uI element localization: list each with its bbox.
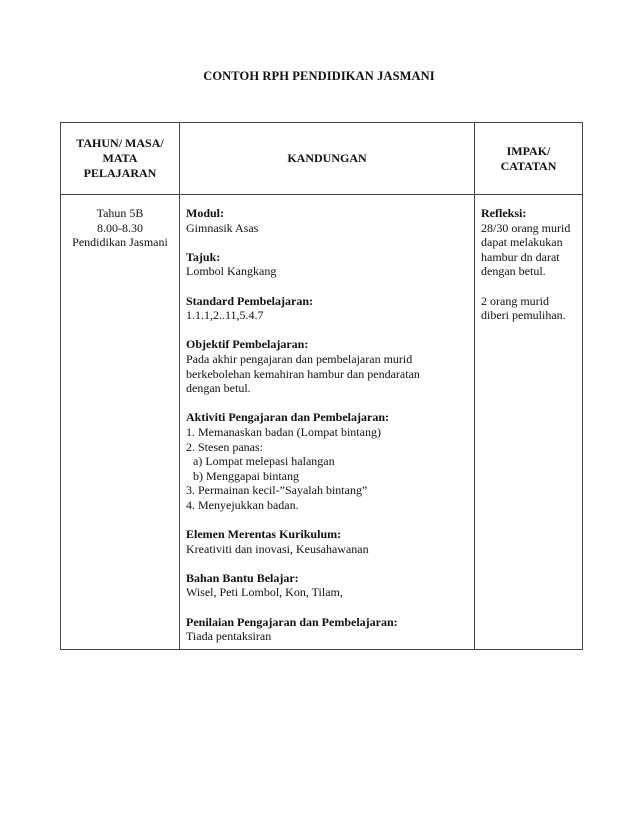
aktiviti-line: 4. Menyejukkan badan. xyxy=(186,497,299,512)
standard-section xyxy=(186,294,470,323)
header-line: IMPAK/ xyxy=(506,143,551,158)
header-tahun-masa-pelajaran xyxy=(61,123,180,195)
objektif-line: Pada akhir pengajaran dan pembelajaran murid xyxy=(186,351,413,366)
bahan-label: Bahan Bantu Belajar: xyxy=(186,570,299,585)
rph-table xyxy=(60,122,583,650)
aktiviti-line: 3. Permainan kecil-”Sayalah bintang” xyxy=(186,483,368,498)
subjek-text: Pendidikan Jasmani xyxy=(72,235,168,250)
elemen-section xyxy=(186,527,470,556)
bahan-value: Wisel, Peti Lombol, Kon, Tilam, xyxy=(186,585,343,600)
elemen-label: Elemen Merentas Kurikulum: xyxy=(186,527,342,542)
elemen-value: Kreativiti dan inovasi, Keusahawanan xyxy=(186,541,369,556)
refleksi-block-2 xyxy=(481,294,578,323)
header-kandungan: KANDUNGAN xyxy=(180,123,475,195)
aktiviti-label: Aktiviti Pengajaran dan Pembelajaran: xyxy=(186,410,389,425)
aktiviti-subline: b) Menggapai bintang xyxy=(193,468,299,483)
penilaian-section xyxy=(186,615,470,644)
tajuk-value: Lombol Kangkang xyxy=(186,264,277,279)
header-line: TAHUN/ MASA/ xyxy=(76,136,164,150)
modul-label: Modul: xyxy=(186,206,225,220)
aktiviti-section xyxy=(186,410,470,512)
tahun-text: Tahun 5B xyxy=(96,206,144,220)
aktiviti-subline: a) Lompat melepasi halangan xyxy=(193,454,335,469)
refleksi-block-1 xyxy=(481,221,578,279)
refleksi-line: dapat melakukan xyxy=(481,235,563,250)
content-row xyxy=(61,195,583,650)
standard-value: 1.1.1,2..11,5.4.7 xyxy=(186,308,264,323)
refleksi-label: Refleksi: xyxy=(481,206,527,220)
masa-text: 8.00-8.30 xyxy=(97,220,143,235)
aktiviti-line: 2. Stesen panas: xyxy=(186,439,263,454)
refleksi-line: dengan betul. xyxy=(481,264,546,279)
kandungan-cell xyxy=(180,195,475,650)
header-row xyxy=(61,123,583,195)
modul-section xyxy=(186,206,470,235)
penilaian-label: Penilaian Pengajaran dan Pembelajaran: xyxy=(186,614,398,629)
objektif-line: dengan betul. xyxy=(186,381,251,396)
tajuk-section xyxy=(186,250,470,279)
refleksi-line: hambur dn darat xyxy=(481,249,560,264)
refleksi-line: 28/30 orang murid xyxy=(481,220,571,235)
objektif-line: berkebolehan kemahiran hambur dan pendaratan xyxy=(186,366,420,381)
objektif-section xyxy=(186,337,470,395)
header-impak-catatan xyxy=(475,123,583,195)
document-title: CONTOH RPH PENDIDIKAN JASMANI xyxy=(203,69,435,83)
impak-cell xyxy=(475,195,583,650)
refleksi-line: diberi pemulihan. xyxy=(481,308,566,323)
standard-label: Standard Pembelajaran: xyxy=(186,293,313,308)
header-line: CATATAN xyxy=(500,158,557,173)
refleksi-line: 2 orang murid xyxy=(481,293,549,308)
penilaian-value: Tiada pentaksiran xyxy=(186,629,272,644)
objektif-label: Objektif Pembelajaran: xyxy=(186,337,309,352)
header-line: PELAJARAN xyxy=(83,166,157,180)
tahun-masa-cell xyxy=(61,195,180,650)
header-line: MATA xyxy=(102,151,138,165)
bahan-section xyxy=(186,571,470,600)
aktiviti-line: 1. Memanaskan badan (Lompat bintang) xyxy=(186,424,381,439)
modul-value: Gimnasik Asas xyxy=(186,220,259,235)
tajuk-label: Tajuk: xyxy=(186,249,221,264)
